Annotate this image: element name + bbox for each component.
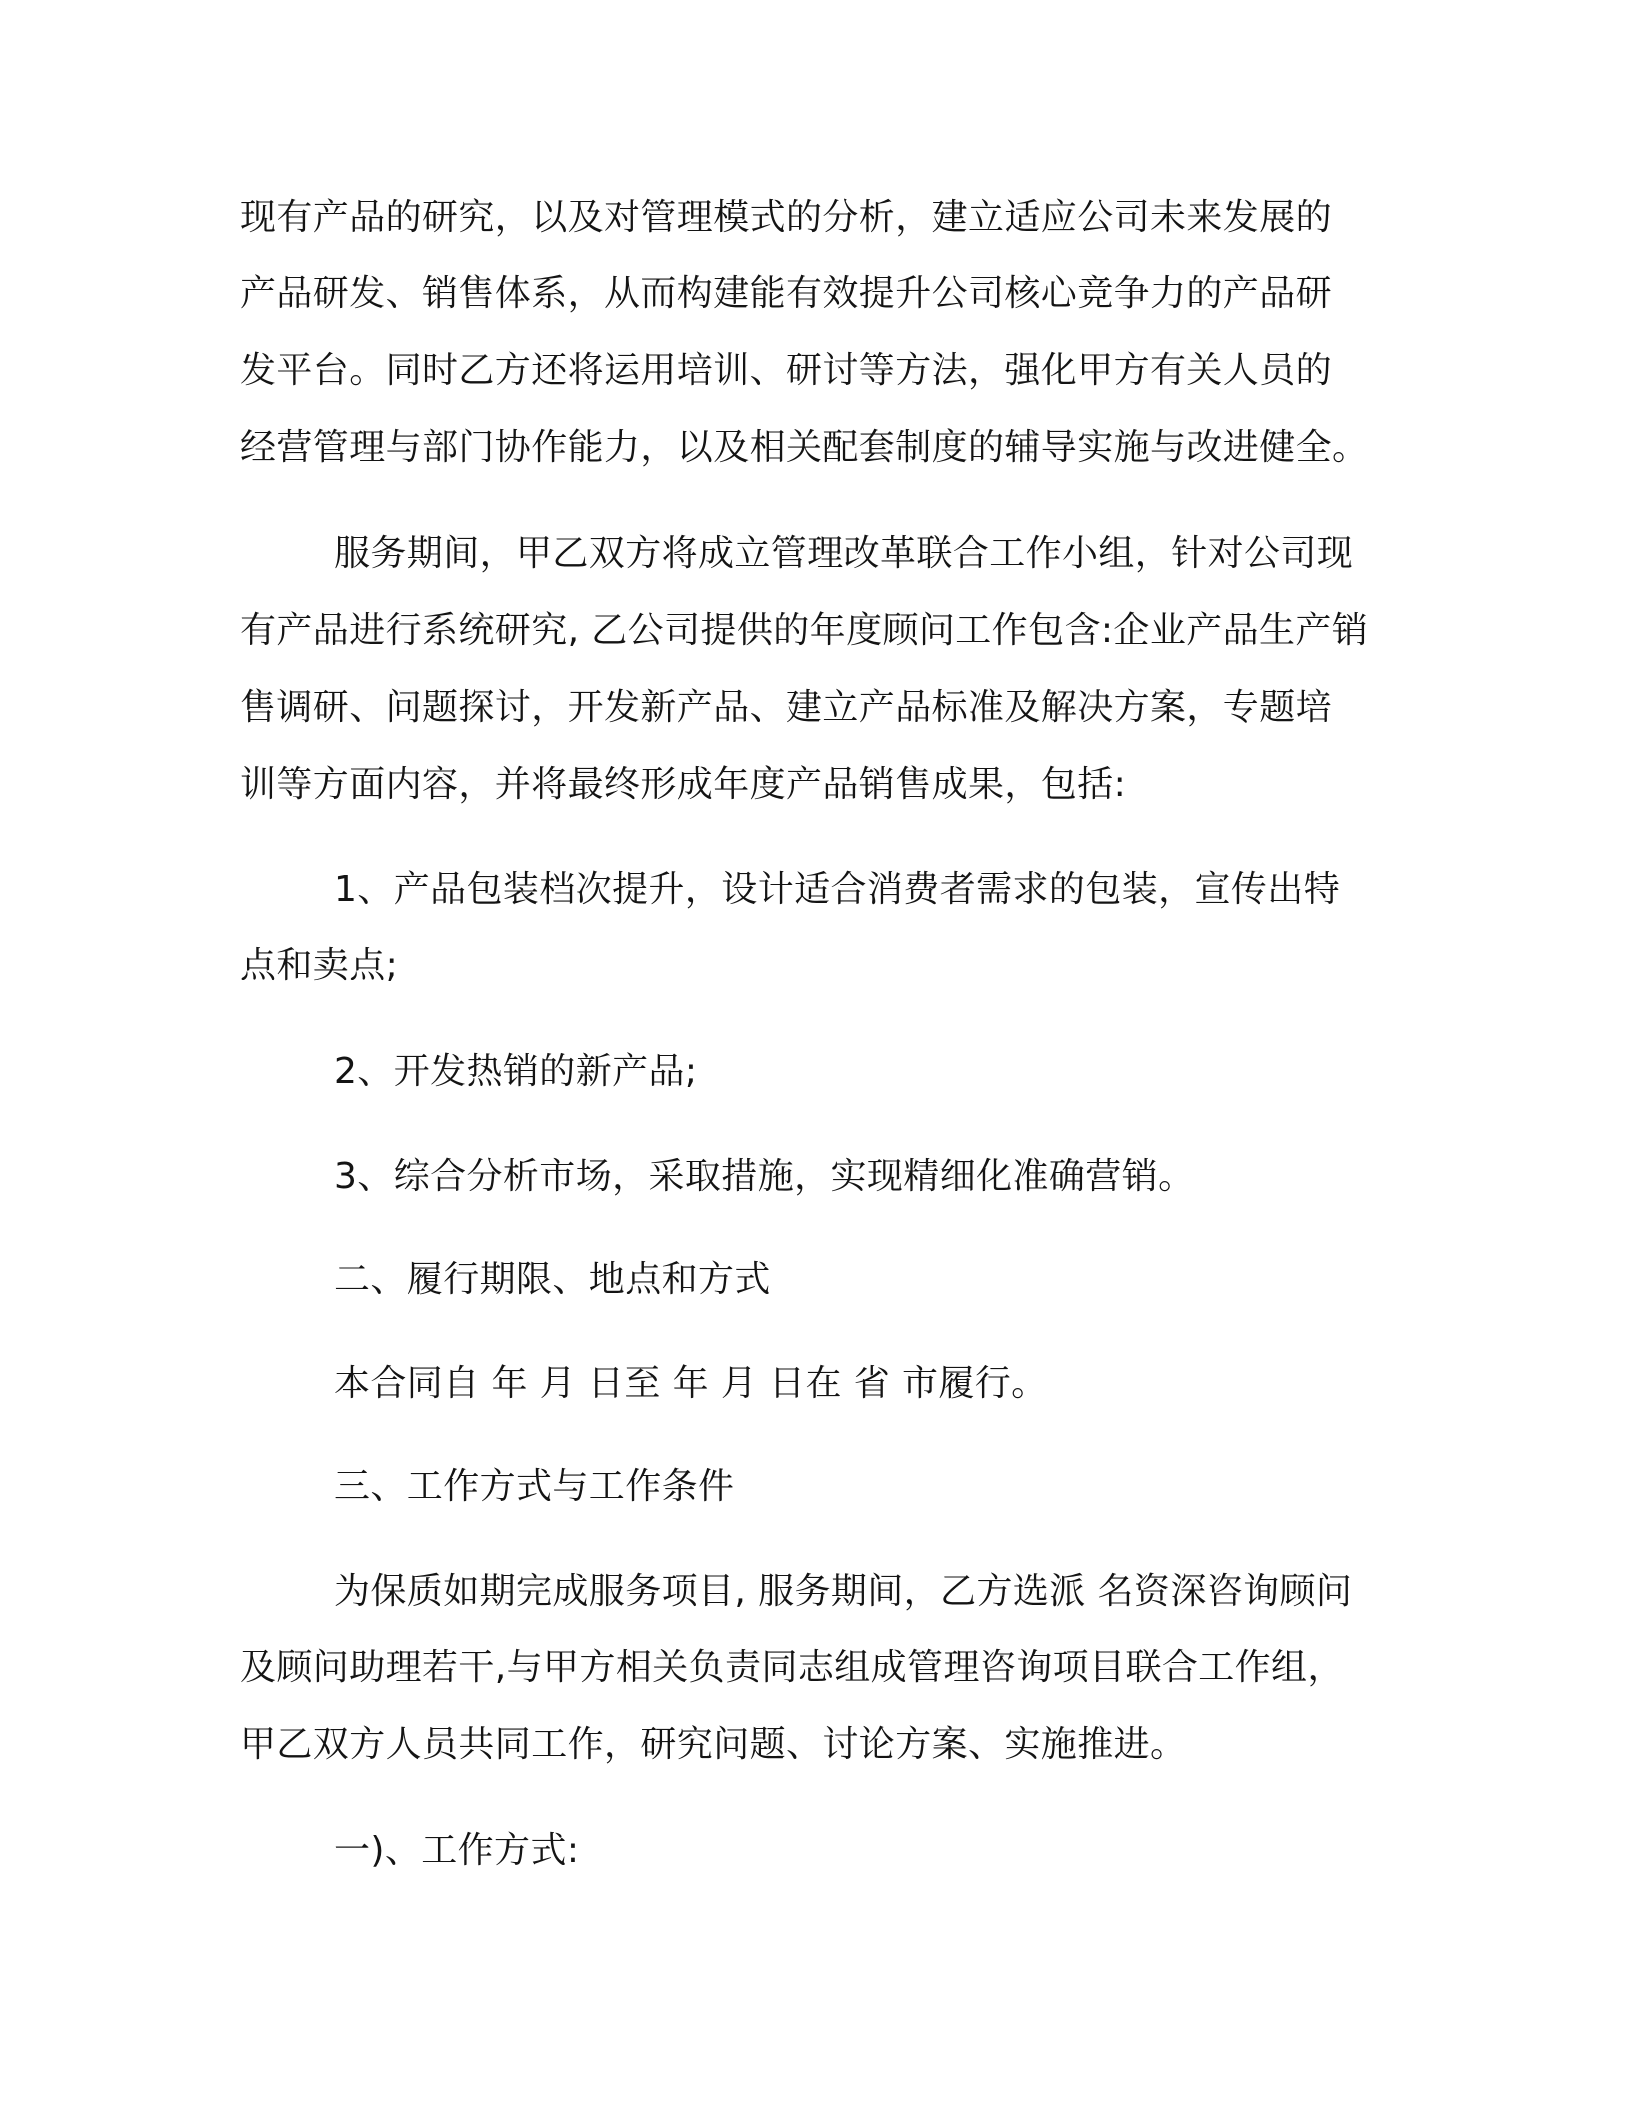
list-item-continuation: 点和卖点; bbox=[240, 945, 399, 986]
paragraph-line: 甲乙双方人员共同工作，研究问题、讨论方案、实施推进。 bbox=[240, 1724, 1187, 1765]
list-item: 2、开发热销的新产品; bbox=[334, 1051, 698, 1092]
paragraph-line: 有产品进行系统研究, 乙公司提供的年度顾问工作包含:企业产品生产销 bbox=[240, 610, 1369, 651]
paragraph-line: 现有产品的研究，以及对管理模式的分析，建立适应公司未来发展的 bbox=[240, 197, 1333, 238]
paragraph-line: 经营管理与部门协作能力，以及相关配套制度的辅导实施与改进健全。 bbox=[240, 427, 1369, 468]
list-item: 3、综合分析市场，采取措施，实现精细化准确营销。 bbox=[334, 1156, 1195, 1197]
paragraph-line: 服务期间，甲乙双方将成立管理改革联合工作小组，针对公司现 bbox=[334, 533, 1354, 574]
paragraph-line: 为保质如期完成服务项目, 服务期间，乙方选派 名资深咨询顾问 bbox=[334, 1571, 1353, 1612]
paragraph-line: 本合同自 年 月 日至 年 月 日在 省 市履行。 bbox=[334, 1363, 1048, 1404]
paragraph-line: 训等方面内容，并将最终形成年度产品销售成果，包括: bbox=[240, 764, 1127, 805]
paragraph-line: 及顾问助理若干,与甲方相关负责同志组成管理咨询项目联合工作组， bbox=[240, 1647, 1344, 1688]
paragraph-line: 产品研发、销售体系，从而构建能有效提升公司核心竞争力的产品研 bbox=[240, 273, 1333, 314]
paragraph-line: 发平台。同时乙方还将运用培训、研讨等方法，强化甲方有关人员的 bbox=[240, 350, 1333, 391]
section-heading: 二、履行期限、地点和方式 bbox=[334, 1259, 771, 1300]
list-item: 1、产品包装档次提升，设计适合消费者需求的包装，宣传出特 bbox=[334, 869, 1341, 910]
subsection-heading: 一)、工作方式: bbox=[334, 1830, 580, 1871]
section-heading: 三、工作方式与工作条件 bbox=[334, 1466, 735, 1507]
paragraph-line: 售调研、问题探讨，开发新产品、建立产品标准及解决方案，专题培 bbox=[240, 687, 1333, 728]
